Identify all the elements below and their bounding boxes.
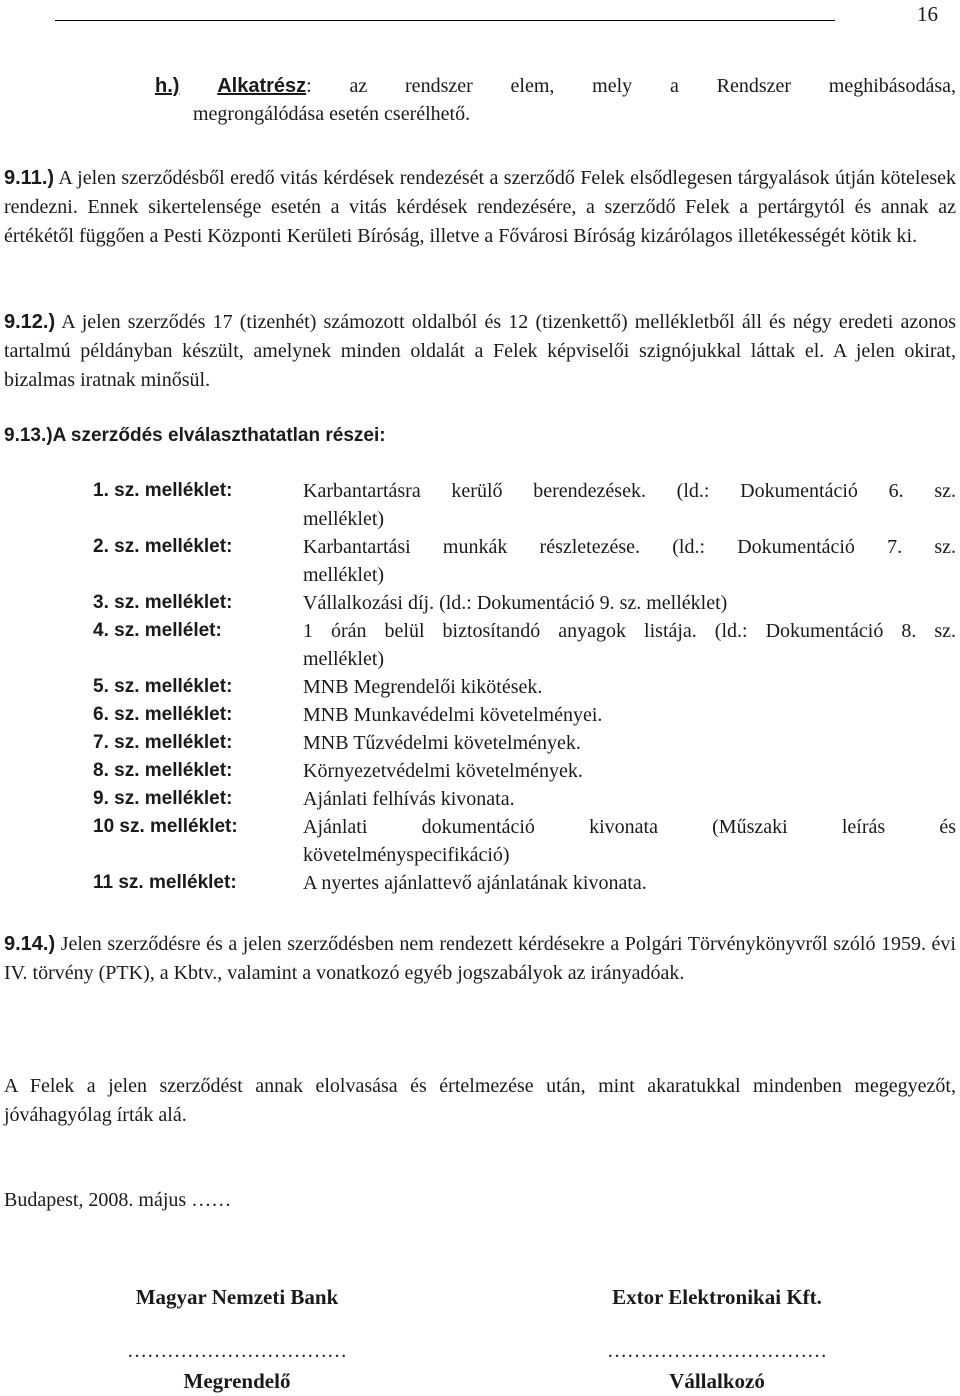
page-number: 16: [917, 2, 938, 26]
annex-description-line: A nyertes ajánlattevő ajánlatának kivonata.: [303, 872, 647, 894]
clause-text: A jelen szerződésből eredő vitás kérdések rendezését a szerződő Felek elsődlegesen tárgyalások útján kötelesek rendezni. Ennek sikertelensége esetén a vitás kérdések rendezésére, a szerződő Felek a pertárgytól és annak az értékétől függően a Pesti Központi Kerületi Bíróság, illetve a Fővárosi Bíróság kizárólagos illetékességét kötik ki.: [4, 167, 956, 247]
annex-description: [303, 589, 956, 617]
annex-description: [303, 617, 956, 673]
clause-number: 9.14.): [4, 933, 56, 955]
annex-description: [303, 869, 956, 897]
annex-label: 2. sz. melléklet:: [93, 536, 233, 557]
annex-description-line: melléklet): [303, 648, 385, 670]
annex-item: [93, 477, 956, 533]
annex-item: [93, 757, 956, 785]
clause-9-14: [4, 930, 956, 988]
annex-description: [303, 533, 956, 589]
signature-party: Magyar Nemzeti Bank: [135, 1285, 339, 1309]
annex-label: 6. sz. melléklet:: [93, 704, 233, 725]
annex-label: 1. sz. melléklet:: [93, 480, 233, 501]
annex-label: 8. sz. melléklet:: [93, 760, 233, 781]
annex-description-line: Karbantartási munkák részletezése. (ld.: Dokumentáció 7. sz.: [303, 536, 956, 558]
clause-text: Jelen szerződésre és a jelen szerződésben nem rendezett kérdésekre a Polgári Törvénykönyvről szóló 1959. évi IV. törvény (PTK), a Kbtv., valamint a vonatkozó egyéb jogszabályok az irányadóak.: [4, 933, 956, 984]
annex-item: [93, 533, 956, 589]
annex-description-line: Ajánlati dokumentáció kivonata (Műszaki leírás és: [303, 816, 956, 838]
annex-label: 11 sz. melléklet:: [93, 872, 237, 893]
definition-alkatresz: [155, 72, 956, 128]
annex-description: [303, 729, 956, 757]
signature-right: [572, 1283, 862, 1394]
signature-left: [92, 1283, 382, 1394]
annex-item: [93, 589, 956, 617]
annex-description-line: Környezetvédelmi követelmények.: [303, 760, 583, 782]
annex-description-line: melléklet): [303, 508, 385, 530]
clause-9-11: [4, 164, 956, 251]
signature-party: Extor Elektronikai Kft.: [612, 1285, 822, 1309]
header-rule: [55, 20, 835, 21]
signature-line: ……………………………: [607, 1340, 827, 1362]
annex-label: 9. sz. melléklet:: [93, 788, 233, 809]
definition-text-line2: megrongálódása esetén cserélhető.: [193, 103, 471, 125]
annex-description: [303, 813, 956, 869]
annex-list: [93, 477, 956, 897]
clause-9-13-heading: 9.13.)A szerződés elválaszthatatlan részei:: [4, 425, 386, 446]
annex-description-line: MNB Tűzvédelmi követelmények.: [303, 732, 581, 754]
annex-description-line: Karbantartásra kerülő berendezések. (ld.: Dokumentáció 6. sz.: [303, 480, 956, 502]
annex-description: [303, 785, 956, 813]
annex-label: 7. sz. melléklet:: [93, 732, 233, 753]
definition-term: Alkatrész: [217, 75, 307, 97]
annex-label: 4. sz. mellélet:: [93, 620, 222, 641]
annex-description: [303, 701, 956, 729]
annex-item: [93, 701, 956, 729]
annex-description-line: követelményspecifikáció): [303, 844, 510, 866]
clause-text: A jelen szerződés 17 (tizenhét) számozott oldalból és 12 (tizenkettő) mellékletből áll és négy eredeti azonos tartalmú példányban készült, amelynek minden oldalát a Felek képviselői szignójukkal láttak el. A jelen okirat, bizalmas iratnak minősül.: [4, 311, 956, 391]
annex-description-line: MNB Megrendelői kikötések.: [303, 676, 543, 698]
annex-description: [303, 757, 956, 785]
annex-item: [93, 869, 956, 897]
annex-description-line: Vállalkozási díj. (ld.: Dokumentáció 9. sz. melléklet): [303, 592, 728, 614]
signature-line: ……………………………: [127, 1340, 347, 1362]
annex-description: [303, 477, 956, 533]
annex-label: 5. sz. melléklet:: [93, 676, 233, 697]
clause-number: 9.12.): [4, 311, 56, 333]
annex-item: [93, 813, 956, 869]
annex-item: [93, 617, 956, 673]
annex-description: [303, 673, 956, 701]
annex-description-line: melléklet): [303, 564, 385, 586]
signature-role: Vállalkozó: [669, 1369, 765, 1393]
clause-number: 9.11.): [4, 167, 55, 189]
annex-description-line: MNB Munkavédelmi követelményei.: [303, 704, 603, 726]
annex-item: [93, 729, 956, 757]
closing-statement: A Felek a jelen szerződést annak elolvasása és értelmezése után, mint akaratukkal mindenben megegyezőt, jóváhagyólag írták alá.: [4, 1075, 956, 1126]
definition-text-line1: : az rendszer elem, mely a Rendszer meghibásodása,: [306, 75, 956, 97]
annex-description-line: 1 órán belül biztosítandó anyagok listája. (ld.: Dokumentáció 8. sz.: [303, 620, 956, 642]
signature-role: Megrendelő: [183, 1369, 291, 1393]
annex-label: 10 sz. melléklet:: [93, 816, 238, 837]
annex-description-line: Ajánlati felhívás kivonata.: [303, 788, 515, 810]
annex-item: [93, 785, 956, 813]
clause-9-12: [4, 308, 956, 395]
annex-item: [93, 673, 956, 701]
annex-label: 3. sz. melléklet:: [93, 592, 233, 613]
place-date: Budapest, 2008. május ……: [4, 1189, 232, 1211]
definition-label: h.): [155, 75, 180, 97]
